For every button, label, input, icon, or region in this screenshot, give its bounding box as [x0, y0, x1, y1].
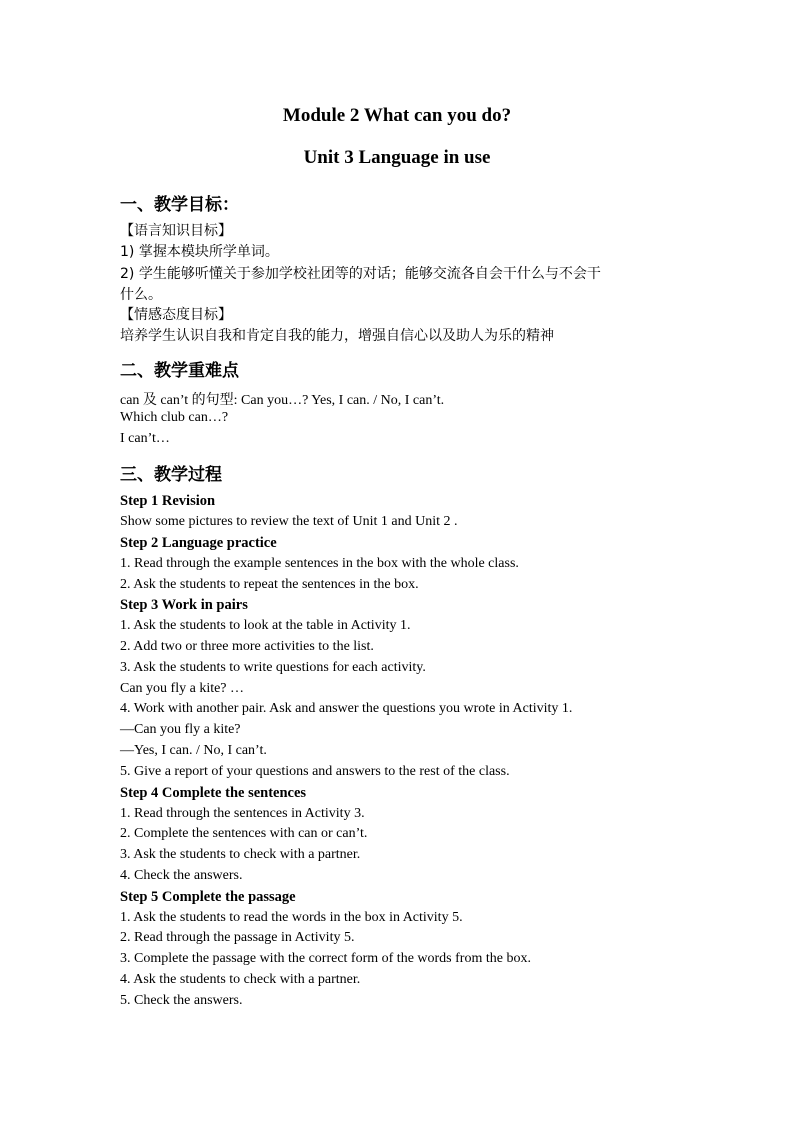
step-line: 2. Ask the students to repeat the sentences in the box.	[120, 577, 419, 592]
step-title: Step 5 Complete the passage	[120, 889, 296, 905]
step-title: Step 2 Language practice	[120, 535, 277, 551]
section-heading-process: 三、教学过程	[120, 465, 222, 485]
key-point-line: Which club can…?	[120, 410, 229, 425]
knowledge-goal-item: 1) 掌握本模块所学单词。	[120, 244, 279, 260]
step-line: 4. Ask the students to check with a partner.	[120, 972, 361, 987]
step-line: 3. Ask the students to check with a partner.	[120, 847, 361, 862]
step-line: 2. Add two or three more activities to the list.	[120, 639, 374, 654]
step-line: 5. Check the answers.	[120, 993, 243, 1008]
step-line: 1. Read through the sentences in Activity 3.	[120, 806, 365, 821]
step-line: 2. Complete the sentences with can or can’t.	[120, 826, 368, 841]
knowledge-goal-label: 【语言知识目标】	[120, 223, 232, 239]
section-heading-key-points: 二、教学重难点	[120, 361, 239, 381]
step-title: Step 1 Revision	[120, 493, 216, 509]
step-line: —Can you fly a kite?	[120, 722, 241, 737]
section-heading-objectives: 一、教学目标：	[120, 195, 239, 215]
step-line: 1. Ask the students to look at the table in Activity 1.	[120, 618, 411, 633]
step-line: 4. Check the answers.	[120, 868, 243, 883]
step-line: 1. Read through the example sentences in the box with the whole class.	[120, 556, 519, 571]
step-title: Step 4 Complete the sentences	[120, 785, 307, 801]
step-line: Can you fly a kite? …	[120, 681, 245, 696]
attitude-goal-label: 【情感态度目标】	[120, 307, 232, 323]
key-point-line: I can’t…	[120, 431, 170, 446]
step-line: 4. Work with another pair. Ask and answer the questions you wrote in Activity 1.	[120, 701, 573, 716]
knowledge-goal-item: 什么。	[120, 287, 162, 303]
step-line: 3. Complete the passage with the correct form of the words from the box.	[120, 951, 531, 966]
step-title: Step 3 Work in pairs	[120, 597, 248, 613]
attitude-goal-text: 培养学生认识自我和肯定自我的能力，增强自信心以及助人为乐的精神	[120, 328, 554, 344]
unit-title: Unit 3 Language in use	[303, 147, 491, 168]
step-line: —Yes, I can. / No, I can’t.	[120, 743, 267, 758]
knowledge-goal-item: 2) 学生能够听懂关于参加学校社团等的对话；能够交流各自会干什么与不会干	[120, 266, 601, 282]
step-line: 3. Ask the students to write questions for each activity.	[120, 660, 426, 675]
module-title: Module 2 What can you do?	[282, 105, 512, 126]
step-line: Show some pictures to review the text of Unit 1 and Unit 2 .	[120, 514, 458, 529]
step-line: 5. Give a report of your questions and answers to the rest of the class.	[120, 764, 510, 779]
key-point-line: can 及 can’t 的句型: Can you…? Yes, I can. / No, I can’t.	[120, 393, 445, 408]
step-line: 2. Read through the passage in Activity 5.	[120, 930, 355, 945]
step-line: 1. Ask the students to read the words in the box in Activity 5.	[120, 910, 463, 925]
